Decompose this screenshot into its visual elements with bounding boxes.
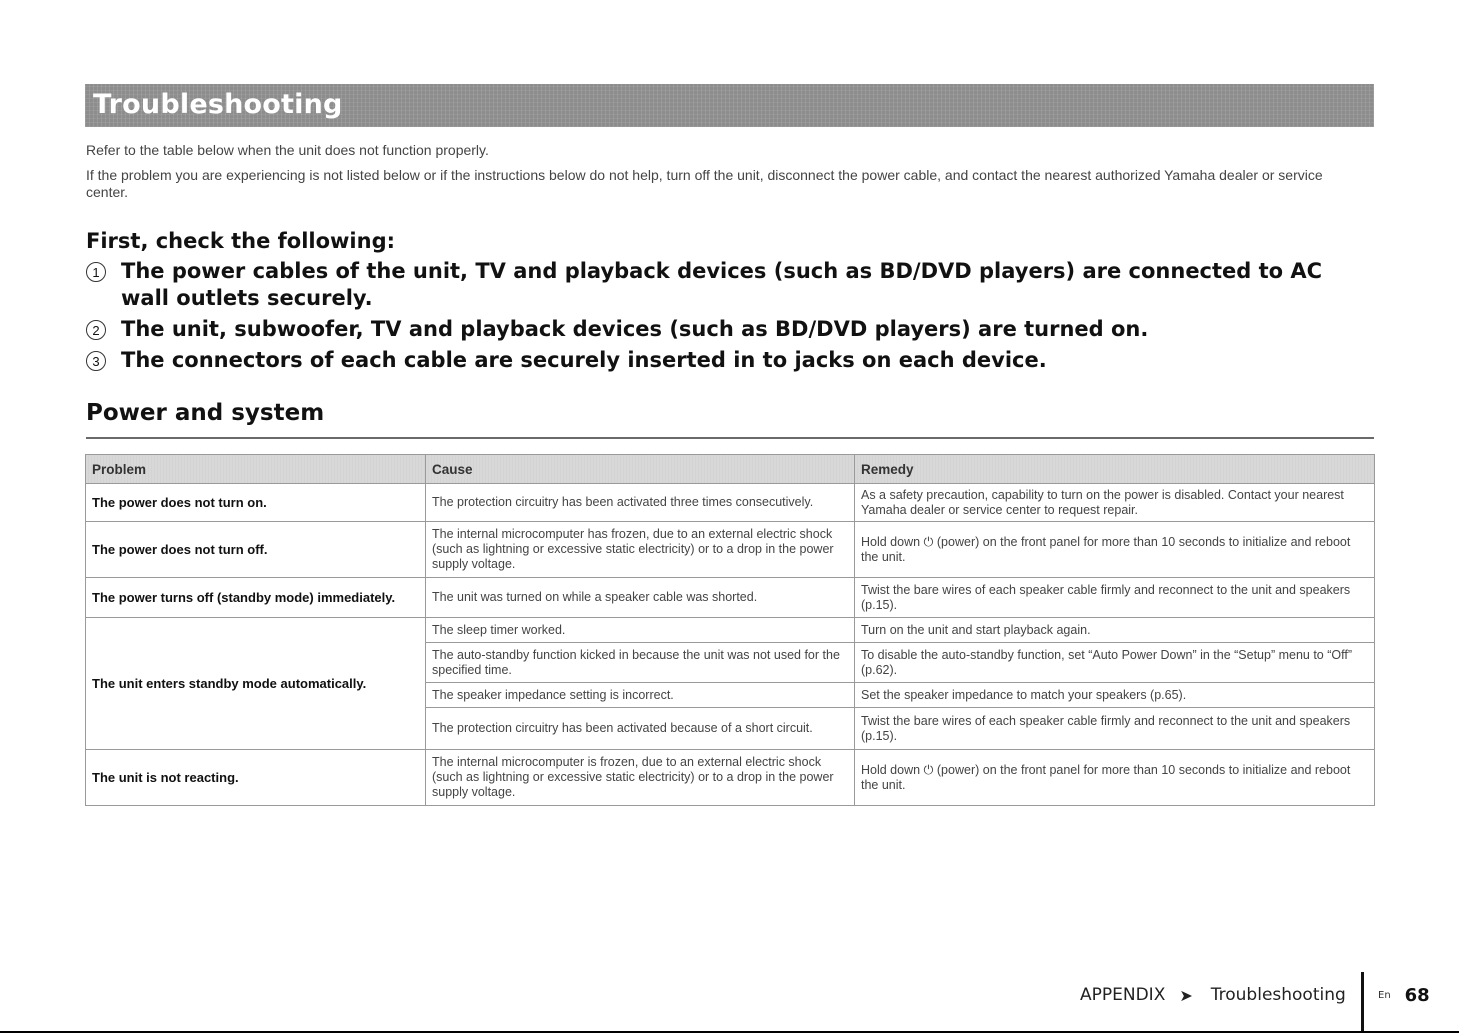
cause-cell: The protection circuitry has been activated three times consecutively.: [426, 484, 855, 522]
remedy-cell: To disable the auto-standby function, set “Auto Power Down” in the “Setup” menu to “Off” (p.62).: [855, 643, 1375, 683]
circled-number-2: 2: [86, 320, 106, 340]
table-row: [86, 578, 1375, 618]
table-row: [86, 522, 1375, 578]
header-problem: Problem: [86, 455, 426, 484]
cause-cell: The sleep timer worked.: [426, 618, 855, 643]
title-banner: [85, 84, 1374, 127]
circled-number-3: 3: [86, 351, 106, 371]
intro-text: [86, 142, 1366, 201]
remedy-cell: Hold down ⏻ (power) on the front panel for more than 10 seconds to initialize and reboot the unit.: [855, 750, 1375, 806]
cause-cell: The protection circuitry has been activated because of a short circuit.: [426, 708, 855, 750]
problem-cell: The unit is not reacting.: [86, 750, 426, 806]
remedy-cell: Twist the bare wires of each speaker cable firmly and reconnect to the unit and speakers (p.15).: [855, 578, 1375, 618]
section-divider: [86, 437, 1374, 439]
check-item-3: [86, 347, 1376, 374]
check-item-text: The unit, subwoofer, TV and playback devices (such as BD/DVD players) are turned on.: [121, 317, 1149, 341]
section-heading-power-and-system: Power and system: [86, 400, 325, 426]
cause-cell: The unit was turned on while a speaker cable was shorted.: [426, 578, 855, 618]
troubleshooting-table: [85, 454, 1375, 806]
footer-divider: [1361, 972, 1364, 1033]
cause-cell: The internal microcomputer has frozen, due to an external electric shock (such as lightning or excessive static electricity) or to a drop in the power supply voltage.: [426, 522, 855, 578]
remedy-cell: Set the speaker impedance to match your speakers (p.65).: [855, 683, 1375, 708]
cause-cell: The internal microcomputer is frozen, due to an external electric shock (such as lightning or excessive static electricity) or to a drop in the power supply voltage.: [426, 750, 855, 806]
check-item-2: [86, 316, 1376, 343]
cause-cell: The auto-standby function kicked in because the unit was not used for the specified time.: [426, 643, 855, 683]
table-row: [86, 618, 1375, 643]
check-item-text: The connectors of each cable are securely inserted in to jacks on each device.: [121, 348, 1047, 372]
footer-page-number: [1378, 978, 1430, 1012]
check-heading: First, check the following:: [86, 229, 396, 253]
problem-cell: The power turns off (standby mode) immediately.: [86, 578, 426, 618]
arrow-right-icon: ➤: [1179, 985, 1193, 1005]
header-cause: Cause: [426, 455, 855, 484]
intro-line-2: If the problem you are experiencing is not listed below or if the instructions below do not help, turn off the unit, disconnect the power cable, and contact the nearest authorized Yamaha dealer or service center.: [86, 167, 1323, 200]
breadcrumb-section: APPENDIX: [1080, 985, 1166, 1005]
check-item-1: [86, 258, 1376, 312]
page-number: 68: [1404, 984, 1430, 1006]
table-header-row: [86, 455, 1375, 484]
check-item-text: The power cables of the unit, TV and playback devices (such as BD/DVD players) are connected to AC wall outlets securely.: [121, 259, 1323, 310]
table-row: [86, 750, 1375, 806]
language-code: En: [1378, 989, 1391, 1001]
page-title: Troubleshooting: [93, 89, 343, 120]
intro-line-1: Refer to the table below when the unit does not function properly.: [86, 142, 489, 158]
remedy-cell: Twist the bare wires of each speaker cable firmly and reconnect to the unit and speakers (p.15).: [855, 708, 1375, 750]
header-remedy: Remedy: [855, 455, 1375, 484]
breadcrumb-page-title: Troubleshooting: [1210, 985, 1346, 1005]
table-row: [86, 484, 1375, 522]
remedy-cell: Turn on the unit and start playback again.: [855, 618, 1375, 643]
circled-number-1: 1: [86, 262, 106, 282]
footer-breadcrumb: [1080, 978, 1346, 1012]
problem-cell: The power does not turn on.: [86, 484, 426, 522]
cause-cell: The speaker impedance setting is incorrect.: [426, 683, 855, 708]
remedy-cell: As a safety precaution, capability to turn on the power is disabled. Contact your nearest Yamaha dealer or service center to request repair.: [855, 484, 1375, 522]
check-list: [86, 258, 1376, 378]
problem-cell: The power does not turn off.: [86, 522, 426, 578]
problem-cell: The unit enters standby mode automatically.: [86, 618, 426, 750]
remedy-cell: Hold down ⏻ (power) on the front panel for more than 10 seconds to initialize and reboot the unit.: [855, 522, 1375, 578]
